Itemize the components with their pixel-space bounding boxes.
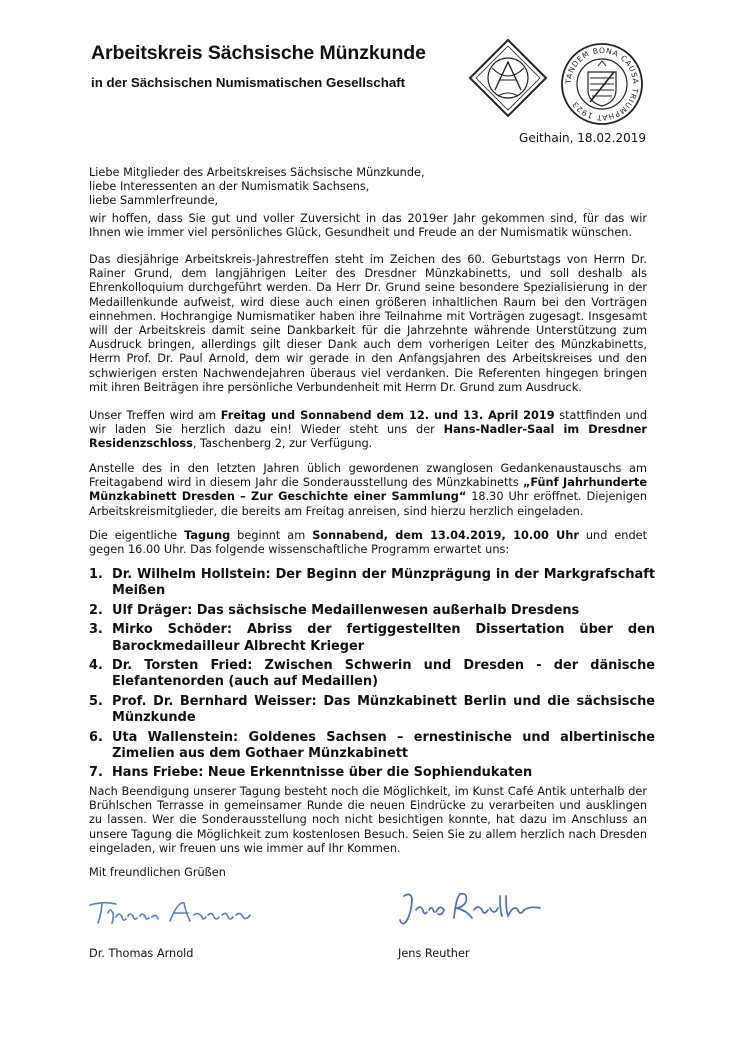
program-item-text: Dr. Torsten Fried: Zwischen Schwerin und Dresden - der dänische Elefantenorden (auch auf Medaillen) [112, 658, 655, 690]
paragraph-afterwards: Nach Beendigung unserer Tagung besteht noch die Möglichkeit, im Kunst Café Antik unterhalb der Brühlschen Terrasse in gemeinsamer Runde die neuen Eindrücke zu verarbeiten und ausklingen zu lassen. Wer die Sonderausstellung noch nicht besichtigen konnte, hat dazu im Anschluss an unsere Tagung die Möglichkeit zum kostenlosen Besuch. Seien Sie zu allem herzlich nach Dresden eingeladen, wir freuen uns wie immer auf Ihr Kommen. [89, 785, 647, 855]
text-run: und endet gegen 16.00 Uhr. Das folgende wissenschaftliche Programm erwartet uns: [89, 529, 648, 557]
text-run: , Taschenberg 2, zur Verfügung. [192, 437, 373, 451]
program-item-number: 7. [89, 765, 103, 781]
program-item-number: 3. [89, 622, 103, 638]
salutation-line: liebe Interessenten an der Numismatik Sachsens, [89, 180, 370, 194]
program-item-number: 4. [89, 658, 103, 674]
program-item [89, 694, 655, 727]
conference-label: Tagung [184, 529, 231, 542]
text-run: Anstelle des in den letzten Jahren üblich gewordenen zwanglosen Gedankenaustauschs am Freitagabend wird in diesem Jahr die Sonderausstellung des Münzkabinetts [89, 462, 647, 490]
program-item-number: 2. [89, 602, 103, 618]
letterhead-subtitle: in der Sächsischen Numismatischen Gesellschaft [91, 75, 406, 90]
closing-line: Mit freundlichen Grüßen [89, 866, 226, 879]
program-item [89, 567, 655, 600]
signature-thomas-arnold [86, 895, 256, 931]
program-item-text: Uta Wallenstein: Goldenes Sachsen – ernestinische und albertinische Zimelien aus dem Gothaer Münzkabinett [112, 729, 655, 762]
diamond-emblem-logo [468, 38, 548, 118]
program-item-text: Ulf Dräger: Das sächsische Medaillenwesen außerhalb Dresdens [112, 602, 580, 618]
letterhead-title: Arbeitskreis Sächsische Münzkunde [91, 42, 426, 64]
program-list [89, 567, 655, 785]
date-place-line: Geithain, 18.02.2019 [519, 131, 646, 145]
text-run: Unser Treffen wird am [89, 409, 221, 422]
program-item-number: 5. [89, 693, 103, 709]
salutation [89, 166, 647, 209]
program-item-text: Mirko Schöder: Abriss der fertiggestellten Dissertation über den Barockmedailleur Albrecht Krieger [112, 622, 655, 654]
paragraph-conference [89, 529, 647, 557]
text-run: Die eigentliche [89, 529, 185, 542]
program-item-text: Dr. Wilhelm Hollstein: Der Beginn der Münzprägung in der Markgrafschaft Meißen [112, 567, 655, 599]
signatory-name-1: Dr. Thomas Arnold [89, 947, 194, 960]
salutation-line: liebe Sammlerfreunde, [89, 194, 219, 208]
svg-text:TANDEM BONA CAUSA TRIUMPHAT 19: TANDEM BONA CAUSA TRIUMPHAT 1923 [563, 45, 641, 123]
program-item [89, 603, 655, 619]
program-item [89, 622, 655, 655]
program-item [89, 765, 655, 781]
paragraph-exhibition [89, 462, 647, 519]
salutation-line: Liebe Mitglieder des Arbeitskreises Sächsische Münzkunde, [89, 166, 425, 179]
conference-datetime: Sonnabend, dem 13.04.2019, 10.00 Uhr [312, 529, 579, 542]
signature-jens-reuther [396, 888, 546, 928]
paragraph-meeting-date [89, 409, 647, 452]
program-item-number: 1. [89, 567, 103, 582]
program-item-text: Hans Friebe: Neue Erkenntnisse über die Sophiendukaten [112, 765, 533, 781]
exhibition-title: „Fünf Jahrhunderte Münzkabinett Dresden – Zur Geschichte einer Sammlung“ [89, 476, 647, 504]
signatory-name-2: Jens Reuther [398, 947, 470, 960]
program-item [89, 730, 655, 763]
paragraph-anniversary: Das diesjährige Arbeitskreis-Jahrestreffen steht im Zeichen des 60. Geburtstags von Herrn Dr. Rainer Grund, dem langjährigen Leiter des Dresdner Münzkabinetts, und soll deshalb als Ehrenkolloquium durchgeführt werden. Da Herr Dr. Grund seine besondere Spezialisierung in der Medaillenkunde aufweist, wird diese auch einen größeren inhaltlichen Raum bei den Vorträgen einnehmen. Hochrangige Numismatiker haben ihre Teilnahme mit Vorträgen zugesagt. Insgesamt will der Arbeitskreis damit seine Dankbarkeit für die Jahrzehnte währende Unterstützung zum Ausdruck bringen, allerdings gilt dieser Dank auch dem vorherigen Leiter des Münzkabinetts, Herrn Prof. Dr. Paul Arnold, dem wir gerade in den Anfangsjahren des Arbeitskreises und den schwierigen ersten Nachwendejahren überaus viel verdanken. Die Referenten hingegen bringen mit ihren Beiträgen ihre persönliche Verbundenheit mit Herrn Dr. Grund zum Ausdruck. [89, 253, 647, 394]
text-run: 18.30 Uhr eröffnet. Diejenigen Arbeitskreismitglieder, die bereits am Freitag anreisen, sind hierzu herzlich eingeladen. [89, 490, 648, 518]
meeting-dates: Freitag und Sonnabend dem 12. und 13. April 2019 [220, 409, 555, 422]
meeting-venue: Hans-Nadler-Saal im Dresdner Residenzschloss [89, 423, 647, 451]
text-run: stattfinden und wir laden Sie herzlich dazu ein! Wieder steht uns der [89, 409, 647, 437]
program-item-text: Prof. Dr. Bernhard Weisser: Das Münzkabinett Berlin und die sächsische Münzkunde [112, 693, 655, 726]
program-item-number: 6. [89, 729, 103, 745]
society-seal-logo [560, 42, 644, 126]
text-run: beginnt am [230, 529, 313, 542]
program-item [89, 658, 655, 691]
paragraph-greeting: wir hoffen, dass Sie gut und voller Zuversicht in das 2019er Jahr gekommen sind, für das wir Ihnen wie immer viel persönliches Glück, Gesundheit und Freude an der Numismatik wünschen. [89, 212, 647, 240]
